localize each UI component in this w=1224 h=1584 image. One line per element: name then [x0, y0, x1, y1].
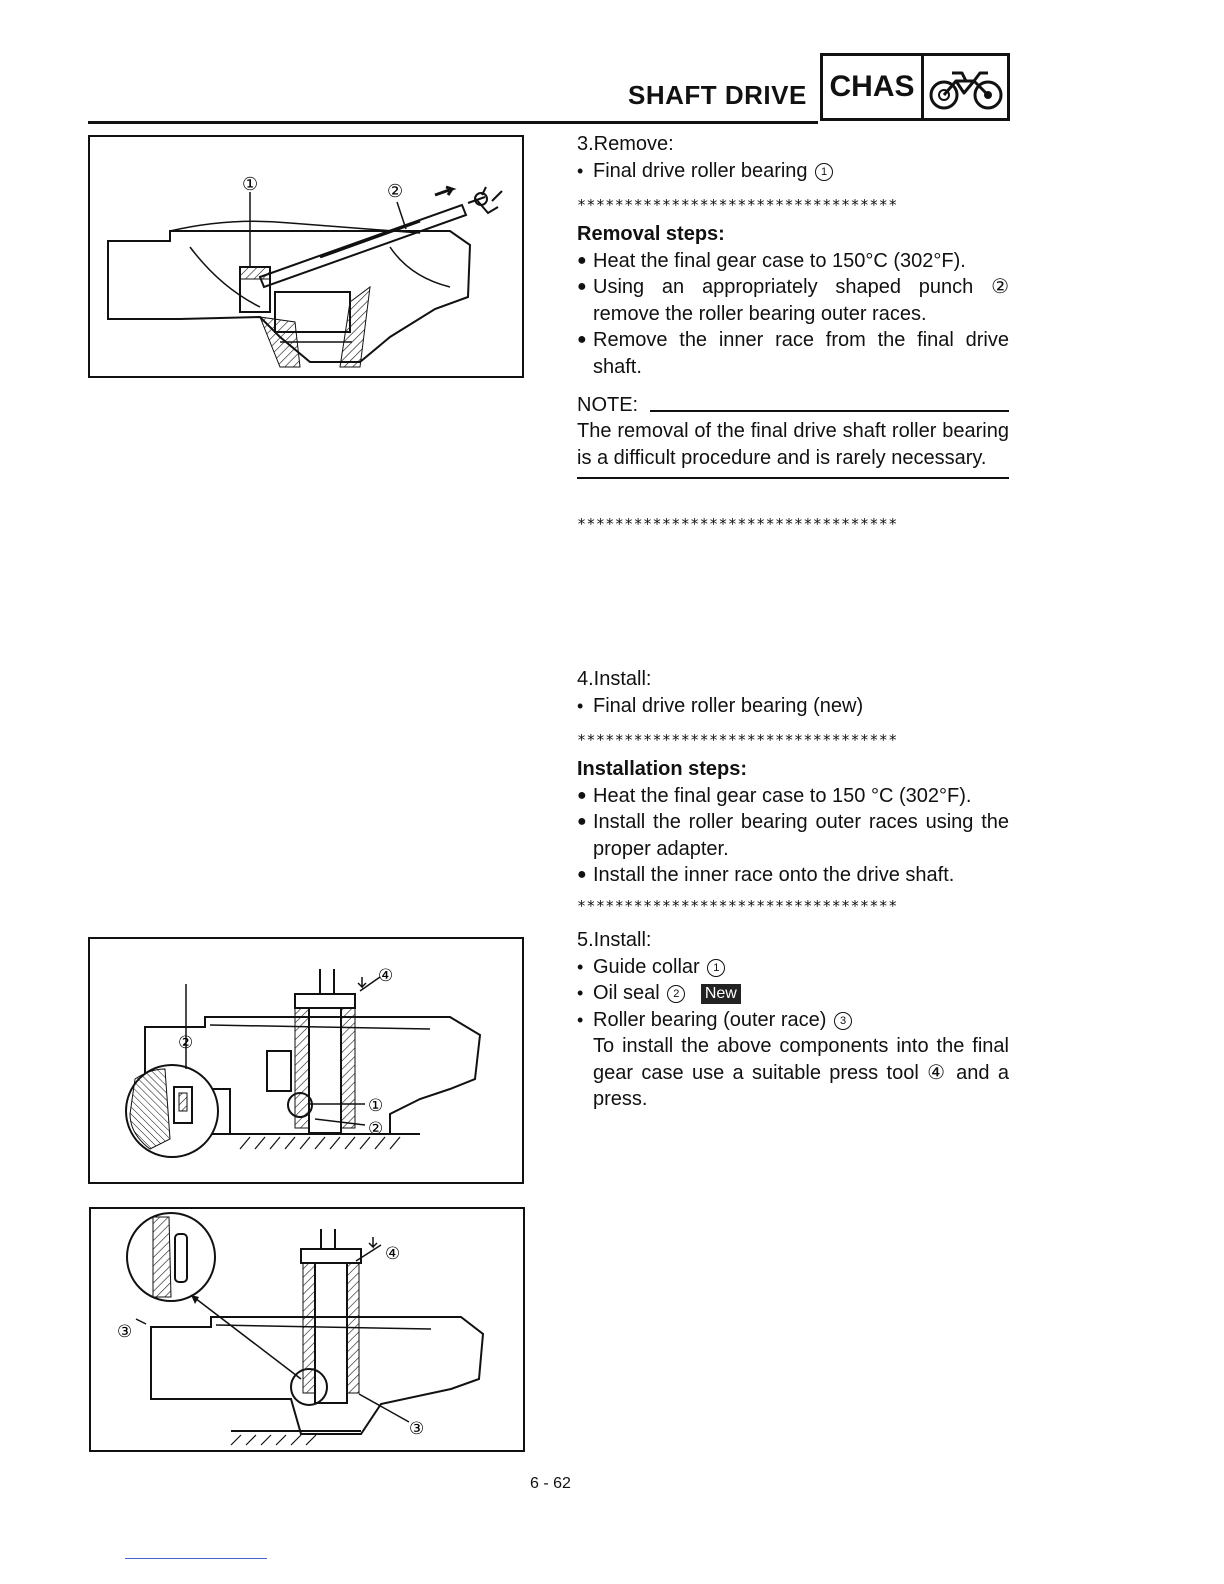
note-bottom-rule — [577, 477, 1009, 479]
header-rule — [88, 121, 818, 124]
step5-item-2-text: Oil seal — [593, 982, 660, 1004]
step5-description: To install the above components into the final gear case use a suitable press tool ④ and a press. — [593, 1035, 1009, 1110]
removal-steps-title: Removal steps: — [577, 223, 725, 245]
star-divider-4: ********************************** — [577, 897, 898, 915]
fig3-callout-3-left: ③ — [117, 1322, 133, 1342]
step4-heading: 4.Install: — [577, 668, 652, 690]
step5-item-1-callout: 1 — [707, 959, 725, 977]
motorcycle-icon — [924, 56, 1007, 118]
step5-item-oil-seal — [577, 980, 1009, 1007]
fig2-callout-2-top: ② — [178, 1033, 194, 1053]
note-label: NOTE: — [577, 394, 639, 416]
installation-steps — [577, 756, 1009, 889]
star-divider-3: ********************************** — [577, 731, 898, 749]
note-text: The removal of the final drive shaft roller bearing is a difficult procedure and is rarely necessary. — [577, 420, 1009, 469]
star-divider-2: ********************************** — [577, 515, 898, 533]
step3-item-text: Final drive roller bearing — [593, 159, 808, 182]
installation-steps-title: Installation steps: — [577, 758, 748, 780]
fig2-callout-2-bottom: ② — [368, 1119, 384, 1139]
footer-line — [125, 1558, 267, 1559]
step5-block — [577, 927, 1009, 1113]
chapter-badge-label: CHAS — [823, 56, 924, 118]
step4-block — [577, 666, 1009, 719]
removal-step-2: ● Using an appropriately shaped punch ② remove the roller bearing outer races. — [577, 274, 1009, 327]
section-title: SHAFT DRIVE — [628, 80, 807, 110]
step5-item-roller-bearing — [577, 1007, 1009, 1034]
removal-steps — [577, 221, 1009, 380]
step3-heading: 3.Remove: — [577, 133, 674, 155]
step5-item-guide-collar — [577, 954, 1009, 981]
new-part-badge: New — [701, 984, 741, 1004]
removal-step-1: ● Heat the final gear case to 150°C (302°F). — [577, 248, 1009, 275]
figure-roller-bearing-install — [89, 1207, 525, 1452]
fig3-callout-3-right: ③ — [409, 1419, 425, 1439]
step3-block — [577, 131, 1009, 184]
note-top-rule — [650, 410, 1009, 412]
step3-item — [577, 158, 1009, 185]
note-box — [577, 392, 1009, 479]
star-divider-1: ********************************** — [577, 196, 898, 214]
step5-item-2-callout: 2 — [667, 985, 685, 1003]
fig2-callout-4: ④ — [378, 966, 394, 986]
figure-collar-seal-install — [88, 937, 524, 1184]
removal-step-3: ● Remove the inner race from the final drive shaft. — [577, 327, 1009, 380]
fig3-callout-4: ④ — [385, 1244, 401, 1264]
step3-item-callout: 1 — [815, 163, 833, 181]
installation-step-1: ● Heat the final gear case to 150 °C (302°F). — [577, 783, 1009, 810]
installation-step-3: ● Install the inner race onto the drive shaft. — [577, 862, 1009, 889]
step5-item-1-text: Guide collar — [593, 955, 700, 978]
fig1-callout-2: ② — [387, 181, 404, 202]
step5-item-3-text: Roller bearing (outer race) — [593, 1008, 827, 1031]
step4-item: • Final drive roller bearing (new) — [577, 693, 1009, 720]
fig1-callout-1: ① — [242, 174, 259, 195]
fig2-callout-1: ① — [368, 1096, 384, 1116]
step5-item-3-callout: 3 — [834, 1012, 852, 1030]
page-number: 6 - 62 — [530, 1475, 571, 1492]
installation-step-2: ● Install the roller bearing outer races using the proper adapter. — [577, 809, 1009, 862]
chapter-badge — [820, 53, 1010, 121]
figure-bearing-removal — [88, 135, 524, 378]
step5-heading: 5.Install: — [577, 929, 652, 951]
